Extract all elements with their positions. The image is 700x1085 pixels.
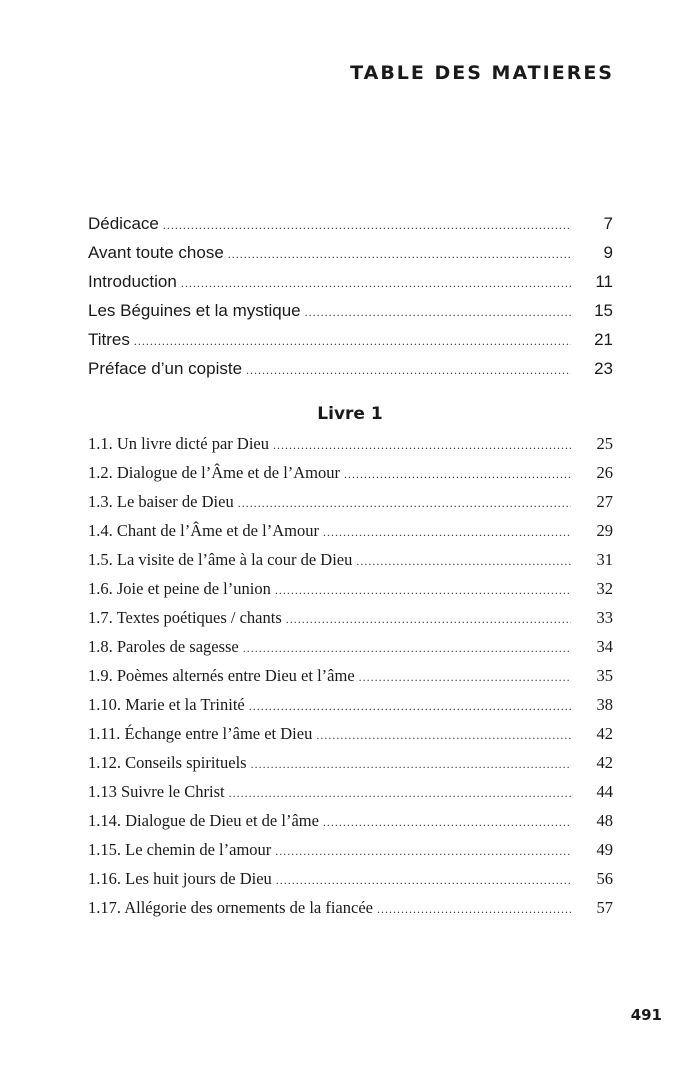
book1-entry-list (88, 434, 613, 927)
dot-leader (276, 873, 571, 888)
toc-entry-label: 1.5. La visite de l’âme à la cour de Dieu (88, 550, 353, 569)
dot-leader (251, 757, 571, 772)
page-title: TABLE DES MATIERES (350, 62, 614, 84)
toc-entry-page: 29 (596, 521, 613, 540)
dot-leader (344, 467, 571, 482)
toc-entry-page: 49 (596, 840, 613, 859)
toc-entry[interactable] (88, 608, 613, 637)
toc-entry-page: 23 (594, 359, 613, 378)
toc-entry[interactable] (88, 550, 613, 579)
dot-leader (316, 728, 571, 743)
toc-entry[interactable] (88, 666, 613, 695)
toc-entry[interactable] (88, 898, 613, 927)
dot-leader (356, 554, 571, 569)
toc-entry-label: Préface d’un copiste (88, 359, 243, 378)
toc-entry-page: 25 (596, 434, 613, 453)
toc-entry-label: 1.8. Paroles de sagesse (88, 637, 239, 656)
dot-leader (228, 247, 571, 262)
toc-entry-page: 42 (596, 753, 613, 772)
toc-entry-label: 1.9. Poèmes alternés entre Dieu et l’âme (88, 666, 355, 685)
dot-leader (134, 334, 571, 349)
toc-entry[interactable] (88, 724, 613, 753)
toc-entry-page: 57 (596, 898, 613, 917)
dot-leader (323, 525, 571, 540)
toc-entry-label: 1.11. Échange entre l’âme et Dieu (88, 724, 313, 743)
front-matter-list (88, 214, 613, 388)
dot-leader (163, 218, 571, 233)
toc-entry-label: 1.7. Textes poétiques / chants (88, 608, 282, 627)
toc-entry-label: 1.14. Dialogue de Dieu et de l’âme (88, 811, 319, 830)
toc-entry-label: 1.4. Chant de l’Âme et de l’Amour (88, 521, 319, 540)
toc-entry-label: 1.10. Marie et la Trinité (88, 695, 245, 714)
toc-entry[interactable] (88, 695, 613, 724)
toc-entry-label: 1.16. Les huit jours de Dieu (88, 869, 272, 888)
toc-entry[interactable] (88, 869, 613, 898)
toc-entry[interactable] (88, 811, 613, 840)
toc-entry-page: 15 (594, 301, 613, 320)
toc-entry-page: 9 (603, 243, 613, 262)
toc-entry[interactable] (88, 492, 613, 521)
toc-entry-page: 31 (596, 550, 613, 569)
toc-entry-page: 42 (596, 724, 613, 743)
toc-entry-page: 32 (596, 579, 613, 598)
dot-leader (275, 583, 571, 598)
toc-entry[interactable] (88, 243, 613, 272)
toc-entry-page: 44 (596, 782, 613, 801)
toc-entry-label: 1.2. Dialogue de l’Âme et de l’Amour (88, 463, 341, 482)
page-number: 491 (630, 1006, 662, 1024)
dot-leader (246, 363, 571, 378)
toc-entry[interactable] (88, 840, 613, 869)
toc-entry-label: 1.15. Le chemin de l’amour (88, 840, 272, 859)
toc-entry[interactable] (88, 579, 613, 608)
toc-entry-label: 1.1. Un livre dicté par Dieu (88, 434, 269, 453)
dot-leader (238, 496, 571, 511)
toc-entry[interactable] (88, 434, 613, 463)
toc-entry[interactable] (88, 463, 613, 492)
toc-entry-page: 56 (596, 869, 613, 888)
dot-leader (243, 641, 571, 656)
toc-entry[interactable] (88, 330, 613, 359)
toc-entry[interactable] (88, 272, 613, 301)
toc-entry-page: 48 (596, 811, 613, 830)
toc-entry-page: 26 (596, 463, 613, 482)
toc-entry-page: 34 (596, 637, 613, 656)
dot-leader (229, 786, 571, 801)
dot-leader (305, 305, 571, 320)
toc-entry-page: 7 (603, 214, 613, 233)
toc-entry-page: 27 (596, 492, 613, 511)
toc-entry[interactable] (88, 753, 613, 782)
toc-entry-page: 38 (596, 695, 613, 714)
toc-entry-label: Avant toute chose (88, 243, 224, 262)
toc-entry-label: 1.13 Suivre le Christ (88, 782, 225, 801)
toc-entry-page: 33 (596, 608, 613, 627)
dot-leader (181, 276, 571, 291)
toc-entry-label: Titres (88, 330, 130, 349)
toc-entry-page: 35 (596, 666, 613, 685)
toc-entry[interactable] (88, 301, 613, 330)
dot-leader (286, 612, 571, 627)
toc-entry[interactable] (88, 637, 613, 666)
toc-entry[interactable] (88, 782, 613, 811)
section-heading: Livre 1 (317, 404, 383, 424)
dot-leader (377, 902, 571, 917)
toc-entry-label: 1.12. Conseils spirituels (88, 753, 247, 772)
toc-entry-page: 11 (595, 272, 613, 291)
toc-entry-label: Les Béguines et la mystique (88, 301, 301, 320)
dot-leader (323, 815, 571, 830)
toc-entry[interactable] (88, 214, 613, 243)
toc-entry-page: 21 (594, 330, 613, 349)
toc-entry-label: 1.17. Allégorie des ornements de la fiancée (88, 898, 373, 917)
dot-leader (275, 844, 571, 859)
toc-entry-label: 1.3. Le baiser de Dieu (88, 492, 234, 511)
toc-entry-label: Introduction (88, 272, 177, 291)
toc-entry[interactable] (88, 359, 613, 388)
dot-leader (273, 438, 571, 453)
toc-entry-label: Dédicace (88, 214, 159, 233)
dot-leader (359, 670, 571, 685)
toc-entry[interactable] (88, 521, 613, 550)
dot-leader (249, 699, 571, 714)
toc-entry-label: 1.6. Joie et peine de l’union (88, 579, 271, 598)
